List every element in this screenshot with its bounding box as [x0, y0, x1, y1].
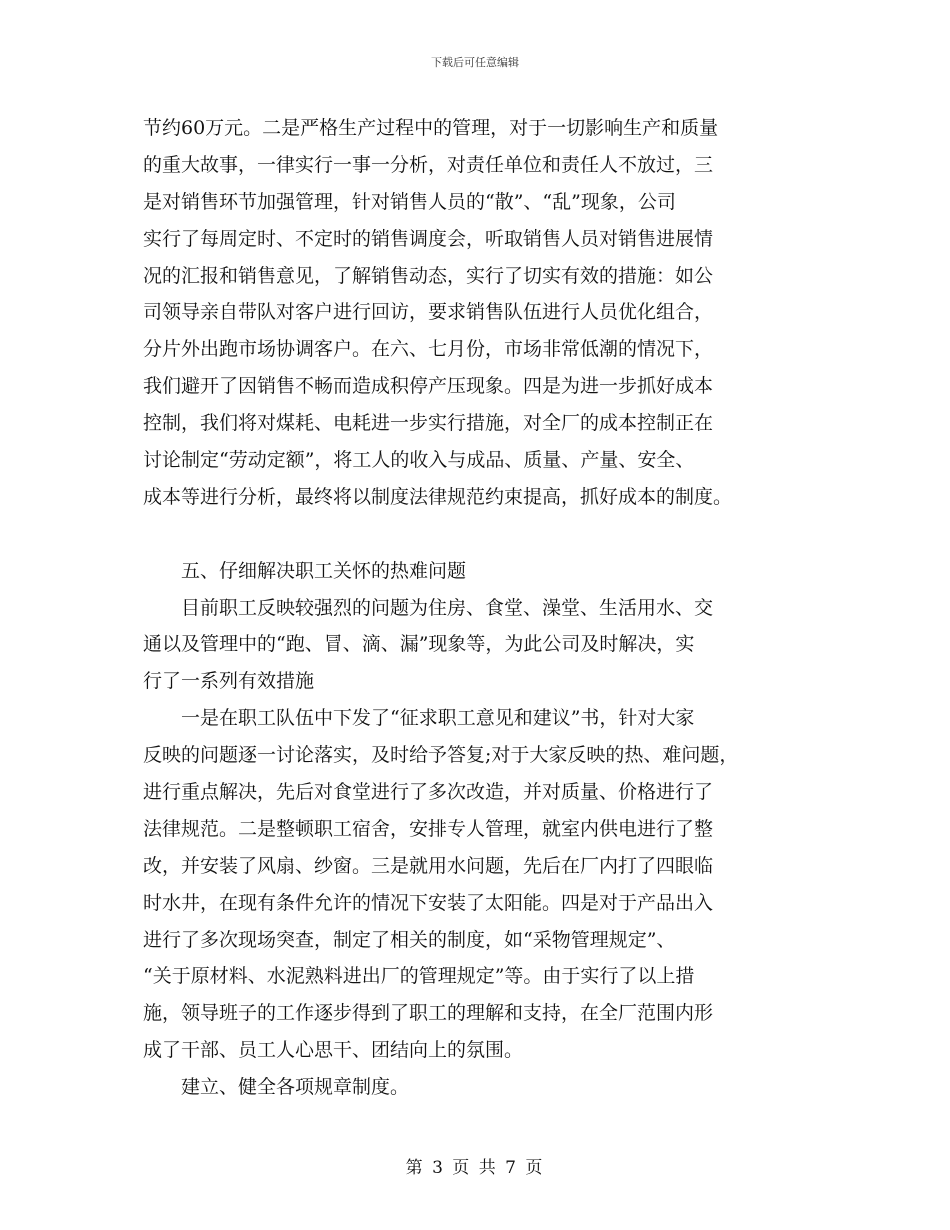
page-footer: 第 3 页 共 7 页 [405, 1158, 545, 1178]
text-line: 目前职工反映较强烈的问题为住房、食堂、澡堂、生活用水、交 [143, 596, 714, 619]
text-line: “关于原材料、水泥熟料进出厂的管理规定”等。由于实行了以上措 [143, 965, 695, 988]
document-body [143, 110, 823, 1106]
text-line: 是对销售环节加强管理，针对销售人员的“散”、“乱”现象，公司 [143, 190, 676, 213]
text-line: 的重大故事，一律实行一事一分析，对责任单位和责任人不放过，三 [143, 153, 714, 176]
text-line: 进行重点解决，先后对食堂进行了多次改造，并对质量、价格进行了 [143, 781, 714, 804]
text-line: 行了一系列有效措施 [143, 670, 315, 693]
text-line: 法律规范。二是整顿职工宿舍，安排专人管理，就室内供电进行了整 [143, 817, 714, 840]
text-line: 况的汇报和销售意见，了解销售动态，实行了切实有效的措施：如公 [143, 264, 714, 287]
text-line: 一是在职工队伍中下发了“征求职工意见和建议”书，针对大家 [143, 707, 695, 730]
text-line: 节约60万元。二是严格生产过程中的管理，对于一切影响生产和质量 [143, 117, 719, 139]
text-line: 成了干部、员工人心思干、团结向上的氛围。 [143, 1039, 524, 1062]
text-line: 时水井，在现有条件允许的情况下安装了太阳能。四是对于产品出入 [143, 891, 714, 914]
text-line: 施，领导班子的工作逐步得到了职工的理解和支持，在全厂范围内形 [143, 1002, 714, 1025]
paragraph-gap [143, 516, 823, 553]
text-line: 成本等进行分析，最终将以制度法律规范约束提高，抓好成本的制度。 [143, 485, 733, 508]
text-line: 我们避开了因销售不畅而造成积停产压现象。四是为进一步抓好成本 [143, 375, 714, 398]
page-header: 下载后可任意编辑 [431, 56, 519, 69]
text-line: 讨论制定“劳动定额”，将工人的收入与成品、质量、产量、安全、 [143, 449, 695, 472]
text-line: 通以及管理中的“跑、冒、滴、漏”现象等，为此公司及时解决，实 [143, 633, 695, 656]
text-line: 进行了多次现场突查，制定了相关的制度，如“采物管理规定”、 [143, 928, 676, 951]
text-line: 控制，我们将对煤耗、电耗进一步实行措施，对全厂的成本控制正在 [143, 412, 714, 435]
section-heading: 五、仔细解决职工关怀的热难问题 [143, 559, 467, 582]
text-line: 反映的问题逐一讨论落实，及时给予答复;对于大家反映的热、难问题， [143, 744, 739, 767]
text-line: 建立、健全各项规章制度。 [143, 1076, 410, 1099]
text-line: 司领导亲自带队对客户进行回访，要求销售队伍进行人员优化组合， [143, 301, 714, 324]
text-line: 改，并安装了风扇、纱窗。三是就用水问题，先后在厂内打了四眼临 [143, 854, 714, 877]
text-line: 实行了每周定时、不定时的销售调度会，听取销售人员对销售进展情 [143, 227, 714, 250]
text-line: 分片外出跑市场协调客户。在六、七月份，市场非常低潮的情况下， [143, 338, 714, 361]
